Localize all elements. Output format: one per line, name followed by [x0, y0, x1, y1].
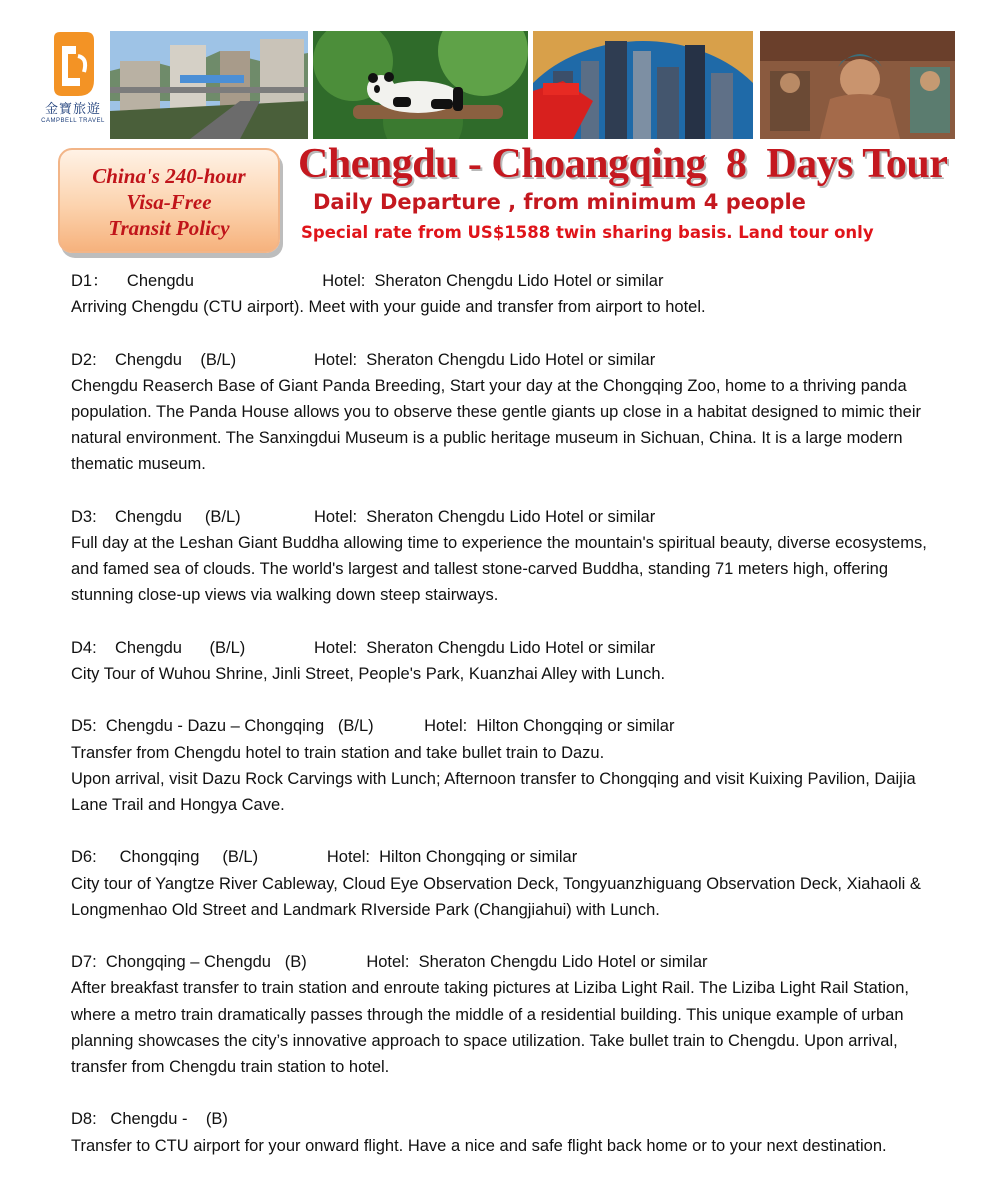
day-header: D7: Chongqing – Chengdu (B) Hotel: Sheraton Chengdu Lido Hotel or similar — [71, 953, 708, 972]
itinerary-day — [71, 504, 941, 609]
day-description — [71, 661, 941, 687]
day-description — [71, 740, 941, 819]
day-description-paragraph: City tour of Yangtze River Cableway, Cloud Eye Observation Deck, Tongyuanzhiguang Observation Deck, Xiahaoli & Longmenhao Old Street and Landmark RIverside Park (Changjiahui) with Lunch. — [71, 874, 921, 919]
day-description — [71, 294, 941, 320]
tour-subtitle: Daily Departure , from minimum 4 people — [313, 190, 806, 214]
chongqing-monorail-photo — [110, 31, 308, 139]
day-description-paragraph: Chengdu Reaserch Base of Giant Panda Breeding, Start your day at the Chongqing Zoo, home to a thriving panda population. The Panda House allows you to observe these gentle giants up close in a habitat designed to mimic their natural environment. The Sanxingdui Museum is a public heritage museum in Sichuan, China. It is a large modern thematic museum. — [71, 376, 921, 474]
logo-mark-icon — [48, 32, 94, 96]
dazu-rock-carving-photo — [760, 31, 955, 139]
day-description-paragraph: Arriving Chengdu (CTU airport). Meet with your guide and transfer from airport to hotel. — [71, 298, 706, 317]
day-description — [71, 1133, 941, 1159]
day-description-paragraph: Transfer to CTU airport for your onward flight. Have a nice and safe flight back home or to your next destination. — [71, 1136, 887, 1155]
visa-free-badge-text: China's 240-hour Visa-Free Transit Policy — [92, 164, 246, 240]
itinerary — [71, 268, 941, 1185]
day-description — [71, 530, 941, 609]
day-description — [71, 975, 941, 1080]
itinerary-day — [71, 347, 941, 478]
visa-free-badge — [58, 148, 280, 253]
itinerary-day — [71, 635, 941, 687]
itinerary-day — [71, 268, 941, 320]
panda-photo — [313, 31, 528, 139]
day-header: D3: Chengdu (B/L) Hotel: Sheraton Chengdu Lido Hotel or similar — [71, 507, 656, 526]
day-header: D5: Chengdu - Dazu – Chongqing (B/L) Hotel: Hilton Chongqing or similar — [71, 717, 675, 736]
itinerary-day — [71, 949, 941, 1080]
day-header: D1： Chengdu Hotel: Sheraton Chengdu Lido Hotel or similar — [71, 272, 664, 290]
day-header: D8: Chengdu - (B) — [71, 1110, 228, 1129]
itinerary-day — [71, 1106, 941, 1158]
day-header: D6: Chongqing (B/L) Hotel: Hilton Chongqing or similar — [71, 848, 578, 867]
tour-title: Chengdu - Choangqing 8 Days Tour — [298, 141, 948, 187]
day-description-paragraph: Transfer from Chengdu hotel to train station and take bullet train to Dazu. — [71, 743, 605, 762]
day-description — [71, 373, 941, 478]
day-header: D2: Chengdu (B/L) Hotel: Sheraton Chengdu Lido Hotel or similar — [71, 350, 656, 369]
itinerary-day — [71, 844, 941, 923]
day-description-paragraph: City Tour of Wuhou Shrine, Jinli Street, People's Park, Kuanzhai Alley with Lunch. — [71, 665, 666, 683]
day-description-paragraph: After breakfast transfer to train station and enroute taking pictures at Liziba Light Rail. The Liziba Light Rail Station, where a metro train dramatically passes through the middle of a residential building. This unique example of urban planning showcases the city’s innovative approach to space utilization. Take bullet train to Chengdu. Upon arrival, transfer from Chengdu train station to hotel. — [71, 979, 909, 1076]
chongqing-skyline-photo — [533, 31, 753, 139]
brand-name-en: CAMPBELL TRAVEL — [41, 118, 105, 124]
itinerary-day — [71, 713, 941, 818]
day-header: D4: Chengdu (B/L) Hotel: Sheraton Chengdu Lido Hotel or similar — [71, 638, 656, 657]
day-description-paragraph: Upon arrival, visit Dazu Rock Carvings with Lunch; Afternoon transfer to Chongqing and visit Kuixing Pavilion, Daijia Lane Trail and Hongya Cave. — [71, 769, 916, 814]
day-description-paragraph: Full day at the Leshan Giant Buddha allowing time to experience the mountain's spiritual beauty, diverse ecosystems, and famed sea of clouds. The world's largest and tallest stone-carved Buddha, standing 71 meters high, offering stunning close-up views via walking down steep stairways. — [71, 534, 927, 605]
brand-name-cn: 金寶旅遊 — [44, 102, 101, 117]
day-description — [71, 871, 941, 923]
tour-rate: Special rate from US$1588 twin sharing basis. Land tour only — [301, 223, 874, 242]
campbell-travel-logo — [40, 32, 106, 136]
